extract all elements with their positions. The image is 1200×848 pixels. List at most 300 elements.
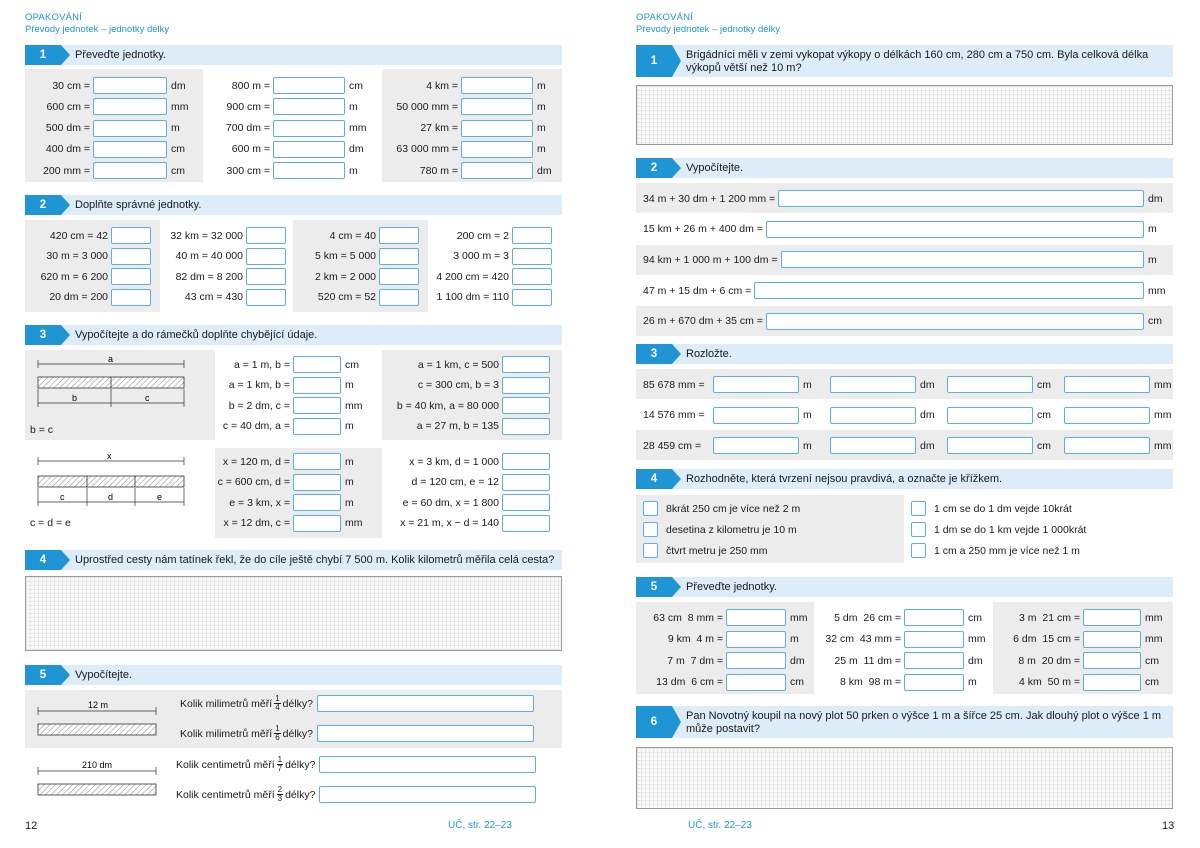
answer-input[interactable] <box>273 98 345 115</box>
conversion-row <box>382 514 550 533</box>
unit-label: m <box>968 676 977 688</box>
calculation-row <box>643 281 1170 300</box>
expression-label: c = 600 cm, d = <box>217 476 290 488</box>
unit-label: mm <box>1154 409 1172 421</box>
unit-label: m <box>537 100 546 113</box>
unit-label: dm <box>968 654 983 667</box>
statement-checkbox[interactable] <box>643 543 658 558</box>
expression-label: x = 3 km, d = 1 000 <box>409 455 499 468</box>
exercise-instruction: Rozložte. <box>686 348 732 360</box>
expression-label: x = 120 m, d = <box>222 455 290 468</box>
expression-label: 420 cm = 42 <box>49 229 108 242</box>
conversion-row <box>215 473 354 492</box>
expression-label: 5 km = 5 000 <box>315 250 376 262</box>
conversion-row <box>382 396 550 415</box>
expression-label: 700 dm = <box>225 122 270 135</box>
exercise-2-header <box>636 158 1173 178</box>
answer-input[interactable] <box>293 397 341 414</box>
conversion-row <box>205 76 363 95</box>
expression-label: 32 km = 32 000 <box>170 229 243 242</box>
answer-input[interactable] <box>1083 631 1141 648</box>
unit-label: m <box>537 143 546 156</box>
expression-label: 30 m = 3 000 <box>46 250 108 262</box>
calculation-row <box>643 250 1170 269</box>
expression-label: x = 12 dm, c = <box>223 517 290 529</box>
unit-label: cm <box>171 164 185 177</box>
exercise-6-header <box>636 706 1173 738</box>
conversion-row <box>382 452 550 471</box>
expression-label: 14 576 mm = <box>643 409 705 421</box>
conversion-row <box>385 76 546 95</box>
conversion-row <box>816 630 986 649</box>
exercise-number: 5 <box>636 577 672 597</box>
decomposition-row <box>643 406 1181 425</box>
answer-input[interactable] <box>293 494 341 511</box>
label-c: c <box>60 492 65 502</box>
expression-label: a = 1 km, c = 500 <box>417 358 499 371</box>
statement-checkbox[interactable] <box>911 501 926 516</box>
conversion-row <box>816 651 983 670</box>
expression-label: a = 1 m, b = <box>233 358 290 371</box>
answer-input[interactable] <box>93 120 167 137</box>
expression-label: 5 dm 26 cm = <box>834 611 901 624</box>
conversion-row <box>25 247 151 266</box>
answer-input[interactable] <box>1083 652 1141 669</box>
expression-label: 600 m = <box>231 143 270 156</box>
label-b: b <box>72 393 78 403</box>
expression-label: a = 1 km, b = <box>228 379 290 391</box>
unit-label: mm <box>345 517 363 529</box>
decomposition-row <box>643 436 1181 455</box>
conversion-row <box>25 288 151 307</box>
answer-input[interactable] <box>461 120 533 137</box>
fraction: $\frac{1}{6}$ <box>275 724 280 742</box>
unit-label: cm <box>1148 315 1162 328</box>
answer-input[interactable] <box>246 227 286 244</box>
question-text: délky? <box>285 758 316 771</box>
exercise-instruction: Doplňte správné jednotky. <box>75 199 202 211</box>
statement-text: čtvrt metru je 250 mm <box>666 544 768 557</box>
exercise-number: 4 <box>25 550 61 570</box>
unit-label: m <box>537 79 546 92</box>
unit-label: dm <box>1148 192 1163 205</box>
statement-text: 1 cm a 250 mm je více než 1 m <box>934 544 1080 557</box>
figure-2-caption: c = d = e <box>30 517 71 529</box>
answer-input[interactable] <box>461 141 533 158</box>
answer-input[interactable] <box>726 652 786 669</box>
expression-label: 20 dm = 200 <box>49 291 108 303</box>
answer-input[interactable] <box>246 268 286 285</box>
conversion-row <box>385 161 552 180</box>
answer-input[interactable] <box>379 227 419 244</box>
unit-label: dm <box>920 439 935 452</box>
answer-input[interactable] <box>947 407 1033 424</box>
expression-label: 800 m = <box>231 79 270 92</box>
expression-label: 620 m = 6 200 <box>40 270 108 283</box>
segment-diagram-abc <box>30 355 190 415</box>
answer-input[interactable] <box>293 356 341 373</box>
exercise-5-header <box>25 665 562 685</box>
answer-input[interactable] <box>502 377 550 394</box>
exercise-1-header <box>25 45 562 65</box>
unit-label: dm <box>349 143 364 156</box>
unit-label: mm <box>1145 611 1163 624</box>
answer-input[interactable] <box>904 609 964 626</box>
fraction: $\frac{2}{3}$ <box>277 785 283 803</box>
decomposition-row <box>643 375 1181 394</box>
answer-input[interactable] <box>461 162 533 179</box>
answer-input[interactable] <box>246 289 286 306</box>
answer-input[interactable] <box>512 268 552 285</box>
unit-label: m <box>345 496 354 509</box>
answer-input[interactable] <box>512 289 552 306</box>
expression-label: c = 300 cm, b = 3 <box>417 379 499 391</box>
answer-input[interactable] <box>273 120 345 137</box>
unit-label: cm <box>968 611 982 624</box>
conversion-row <box>215 514 363 533</box>
expression-label: 780 m = <box>419 164 458 177</box>
conversion-row <box>205 97 358 116</box>
answer-input[interactable] <box>1083 609 1141 626</box>
expression-label: a = 27 m, b = 135 <box>416 420 499 432</box>
unit-label: m <box>537 122 546 135</box>
conversion-row <box>428 267 552 286</box>
unit-label: mm <box>790 611 808 624</box>
answer-input[interactable] <box>93 77 167 94</box>
section-title: OPAKOVÁNÍ <box>636 12 694 23</box>
answer-input[interactable] <box>502 515 550 532</box>
exercise-instruction: Uprostřed cesty nám tatínek řekl, že do cíle ještě chybí 7 500 m. Kolik kilometrů měřila celá cesta? <box>75 554 555 566</box>
answer-input[interactable] <box>317 725 534 742</box>
answer-input[interactable] <box>512 227 552 244</box>
question-text: délky? <box>282 697 313 710</box>
expression-label: 200 cm = 2 <box>456 229 509 242</box>
unit-label: mm <box>345 399 363 412</box>
conversion-row <box>293 226 419 245</box>
answer-input[interactable] <box>502 494 550 511</box>
unit-label: mm <box>1154 439 1172 452</box>
conversion-row <box>385 97 546 116</box>
answer-input[interactable] <box>713 376 799 393</box>
unit-label: m <box>790 633 799 645</box>
answer-input[interactable] <box>502 397 550 414</box>
exercise-3-header <box>25 325 562 345</box>
answer-input[interactable] <box>379 289 419 306</box>
answer-input[interactable] <box>293 474 341 491</box>
answer-input[interactable] <box>111 248 151 265</box>
statement-text: 8krát 250 cm je více než 2 m <box>666 502 801 515</box>
answer-input[interactable] <box>502 418 550 435</box>
answer-input[interactable] <box>93 98 167 115</box>
answer-input[interactable] <box>502 474 550 491</box>
answer-input[interactable] <box>512 248 552 265</box>
expression-label: 34 m + 30 dm + 1 200 mm = <box>643 192 776 205</box>
answer-input[interactable] <box>293 515 341 532</box>
label-e: e <box>157 492 163 502</box>
conversion-row <box>382 417 550 436</box>
answer-input[interactable] <box>293 418 341 435</box>
expression-label: 4 200 cm = 420 <box>436 270 509 283</box>
conversion-row <box>215 355 359 374</box>
conversion-row <box>25 97 189 116</box>
page-number: 13 <box>1162 820 1175 832</box>
unit-label: m <box>345 379 354 391</box>
answer-input[interactable] <box>293 453 341 470</box>
conversion-row <box>215 396 363 415</box>
exercise-number: 1 <box>636 45 672 77</box>
exercise-number: 3 <box>25 325 61 345</box>
section-subtitle: Převody jednotek – jednotky délky <box>636 24 781 35</box>
expression-label: 26 m + 670 dm + 35 cm = <box>643 315 763 328</box>
expression-label: 200 mm = <box>43 164 90 177</box>
conversion-row <box>293 288 419 307</box>
expression-label: c = 40 dm, a = <box>222 420 290 432</box>
conversion-row <box>205 119 367 138</box>
answer-input[interactable] <box>111 268 151 285</box>
statement-checkbox[interactable] <box>643 501 658 516</box>
conversion-row <box>158 247 286 266</box>
expression-label: 27 km = <box>420 122 458 135</box>
statement-item <box>911 520 1086 539</box>
answer-input[interactable] <box>461 98 533 115</box>
exercise-number: 3 <box>636 344 672 364</box>
conversion-row <box>205 140 364 159</box>
answer-input[interactable] <box>766 221 1144 238</box>
unit-label: mm <box>349 122 367 135</box>
expression-label: 43 cm = 430 <box>184 291 243 303</box>
conversion-row <box>993 673 1159 692</box>
conversion-row <box>25 226 151 245</box>
unit-label: cm <box>349 79 363 92</box>
answer-input[interactable] <box>246 248 286 265</box>
unit-label: mm <box>1145 633 1163 645</box>
exercise-3-header <box>636 344 1173 364</box>
answer-grid-area[interactable] <box>636 747 1173 809</box>
answer-input[interactable] <box>754 282 1144 299</box>
statement-item <box>911 541 1080 560</box>
answer-input[interactable] <box>726 674 786 691</box>
unit-label: dm <box>537 164 552 177</box>
expression-label: 1 100 dm = 110 <box>436 291 509 303</box>
conversion-row <box>25 76 186 95</box>
conversion-row <box>382 355 550 374</box>
conversion-row <box>215 452 354 471</box>
answer-input[interactable] <box>830 376 916 393</box>
expression-label: e = 3 km, x = <box>229 496 290 509</box>
expression-label: 8 km 98 m = <box>840 676 901 688</box>
conversion-row <box>25 267 151 286</box>
statement-checkbox[interactable] <box>911 543 926 558</box>
unit-label: dm <box>790 654 805 667</box>
expression-label: d = 120 cm, e = 12 <box>411 476 499 488</box>
question-text: Kolik centimetrů měří <box>176 758 275 771</box>
expression-label: 9 km 4 m = <box>667 633 723 645</box>
conversion-row <box>293 267 419 286</box>
answer-input[interactable] <box>502 356 550 373</box>
bar-diagram-12m <box>32 697 162 742</box>
bar-length-label: 12 m <box>88 700 109 710</box>
expression-label: 40 m = 40 000 <box>175 250 243 262</box>
unit-label: m <box>349 164 358 177</box>
exercise-1-header <box>636 45 1173 77</box>
expression-label: 15 km + 26 m + 400 dm = <box>643 223 763 236</box>
unit-label: m <box>803 439 812 452</box>
conversion-row <box>158 288 286 307</box>
figure-1-caption: b = c <box>30 424 54 436</box>
answer-input[interactable] <box>111 289 151 306</box>
answer-input[interactable] <box>273 77 345 94</box>
expression-label: 400 dm = <box>45 143 90 156</box>
conversion-row <box>428 288 552 307</box>
question-text: Kolik milimetrů měří <box>180 727 273 740</box>
unit-label: m <box>345 455 354 468</box>
answer-input[interactable] <box>778 190 1144 207</box>
question-3 <box>176 755 536 774</box>
unit-label: mm <box>1148 284 1166 297</box>
answer-grid-area[interactable] <box>636 85 1173 145</box>
conversion-row <box>25 161 185 180</box>
statement-checkbox[interactable] <box>643 522 658 537</box>
expression-label: 32 cm 43 mm = <box>825 633 901 645</box>
answer-input[interactable] <box>781 251 1144 268</box>
answer-input[interactable] <box>1064 437 1150 454</box>
unit-label: cm <box>790 676 804 688</box>
fraction: $\frac{1}{4}$ <box>275 694 280 712</box>
conversion-row <box>636 608 808 627</box>
calculation-row <box>643 189 1170 208</box>
answer-input[interactable] <box>713 407 799 424</box>
exercise-instruction: Pan Novotný koupil na nový plot 50 prken o výšce 1 m a šířce 25 cm. Jak dlouhý plot o výšce 1 m může postavit? <box>686 710 1162 735</box>
answer-input[interactable] <box>726 609 786 626</box>
answer-input[interactable] <box>319 786 536 803</box>
answer-input[interactable] <box>726 631 786 648</box>
statement-text: 1 dm se do 1 km vejde 1 000krát <box>934 523 1087 536</box>
question-4 <box>176 785 536 804</box>
exercise-2-header <box>25 195 562 215</box>
unit-label: mm <box>968 633 986 645</box>
unit-label: mm <box>1154 378 1172 391</box>
expression-label: 300 cm = <box>226 164 270 177</box>
exercise-instruction: Převeďte jednotky. <box>686 581 777 593</box>
statement-item <box>643 520 797 539</box>
fraction: $\frac{1}{7}$ <box>277 755 283 773</box>
expression-label: 4 cm = 40 <box>329 229 376 242</box>
statement-item <box>911 499 1072 518</box>
answer-grid-area[interactable] <box>25 576 562 651</box>
unit-label: cm <box>1037 409 1051 421</box>
answer-input[interactable] <box>1064 376 1150 393</box>
conversion-row <box>816 608 982 627</box>
answer-input[interactable] <box>273 141 345 158</box>
exercise-number: 6 <box>636 706 672 738</box>
expression-label: 500 dm = <box>45 122 90 135</box>
answer-input[interactable] <box>713 437 799 454</box>
conversion-row <box>215 376 354 395</box>
section-title: OPAKOVÁNÍ <box>25 12 83 23</box>
exercise-instruction: Vypočítejte. <box>686 162 744 174</box>
bar-diagram-210dm <box>32 757 162 802</box>
unit-label: cm <box>171 143 185 156</box>
answer-input[interactable] <box>379 268 419 285</box>
answer-input[interactable] <box>273 162 345 179</box>
label-x: x <box>107 452 112 461</box>
answer-input[interactable] <box>830 407 916 424</box>
question-2 <box>180 724 534 743</box>
unit-label: m <box>345 420 354 432</box>
segment-diagram-cde <box>30 452 190 512</box>
unit-label: cm <box>345 358 359 371</box>
unit-label: dm <box>920 409 935 421</box>
exercise-instruction: Vypočítejte a do rámečků doplňte chybějící údaje. <box>75 329 318 341</box>
question-text: Kolik milimetrů měří <box>180 697 273 710</box>
answer-input[interactable] <box>904 631 964 648</box>
question-text: Kolik centimetrů měří <box>176 788 275 801</box>
answer-input[interactable] <box>904 652 964 669</box>
statement-checkbox[interactable] <box>911 522 926 537</box>
answer-input[interactable] <box>830 437 916 454</box>
calculation-row <box>643 220 1170 239</box>
answer-input[interactable] <box>317 695 534 712</box>
exercise-number: 2 <box>25 195 61 215</box>
unit-label: cm <box>1145 676 1159 688</box>
textbook-reference: UČ, str. 22–23 <box>448 820 512 831</box>
unit-label: m <box>1148 223 1157 236</box>
answer-input[interactable] <box>319 756 536 773</box>
label-c: c <box>145 393 150 403</box>
conversion-row <box>382 376 550 395</box>
unit-label: dm <box>920 378 935 391</box>
expression-label: 7 m 7 dm = <box>667 654 723 667</box>
answer-input[interactable] <box>904 674 964 691</box>
conversion-row <box>158 226 286 245</box>
expression-label: 25 m 11 dm = <box>834 654 901 667</box>
answer-input[interactable] <box>1083 674 1141 691</box>
conversion-row <box>428 226 552 245</box>
conversion-row <box>215 417 354 436</box>
expression-label: 13 dm 6 cm = <box>656 676 723 688</box>
answer-input[interactable] <box>461 77 533 94</box>
answer-input[interactable] <box>947 376 1033 393</box>
answer-input[interactable] <box>766 313 1144 330</box>
exercise-4-header <box>25 550 562 570</box>
answer-input[interactable] <box>379 248 419 265</box>
question-1 <box>180 694 534 713</box>
conversion-row <box>636 651 805 670</box>
unit-label: cm <box>1037 439 1051 452</box>
conversion-row <box>993 651 1159 670</box>
answer-input[interactable] <box>93 141 167 158</box>
answer-input[interactable] <box>293 377 341 394</box>
expression-label: 3 000 m = 3 <box>453 250 509 262</box>
answer-input[interactable] <box>111 227 151 244</box>
answer-input[interactable] <box>502 453 550 470</box>
expression-label: e = 60 dm, x = 1 800 <box>402 496 499 509</box>
answer-input[interactable] <box>947 437 1033 454</box>
bar-length-label: 210 dm <box>82 760 113 770</box>
statement-item <box>643 541 768 560</box>
expression-label: 520 cm = 52 <box>317 291 376 303</box>
unit-label: m <box>349 100 358 113</box>
answer-input[interactable] <box>1064 407 1150 424</box>
expression-label: 8 m 20 dm = <box>1018 654 1080 667</box>
answer-input[interactable] <box>93 162 167 179</box>
exercise-number: 2 <box>636 158 672 178</box>
statement-item <box>643 499 800 518</box>
conversion-row <box>293 247 419 266</box>
exercise-instruction: Vypočítejte. <box>75 669 133 681</box>
conversion-row <box>993 608 1163 627</box>
expression-label: 4 km 50 m = <box>1019 676 1080 688</box>
